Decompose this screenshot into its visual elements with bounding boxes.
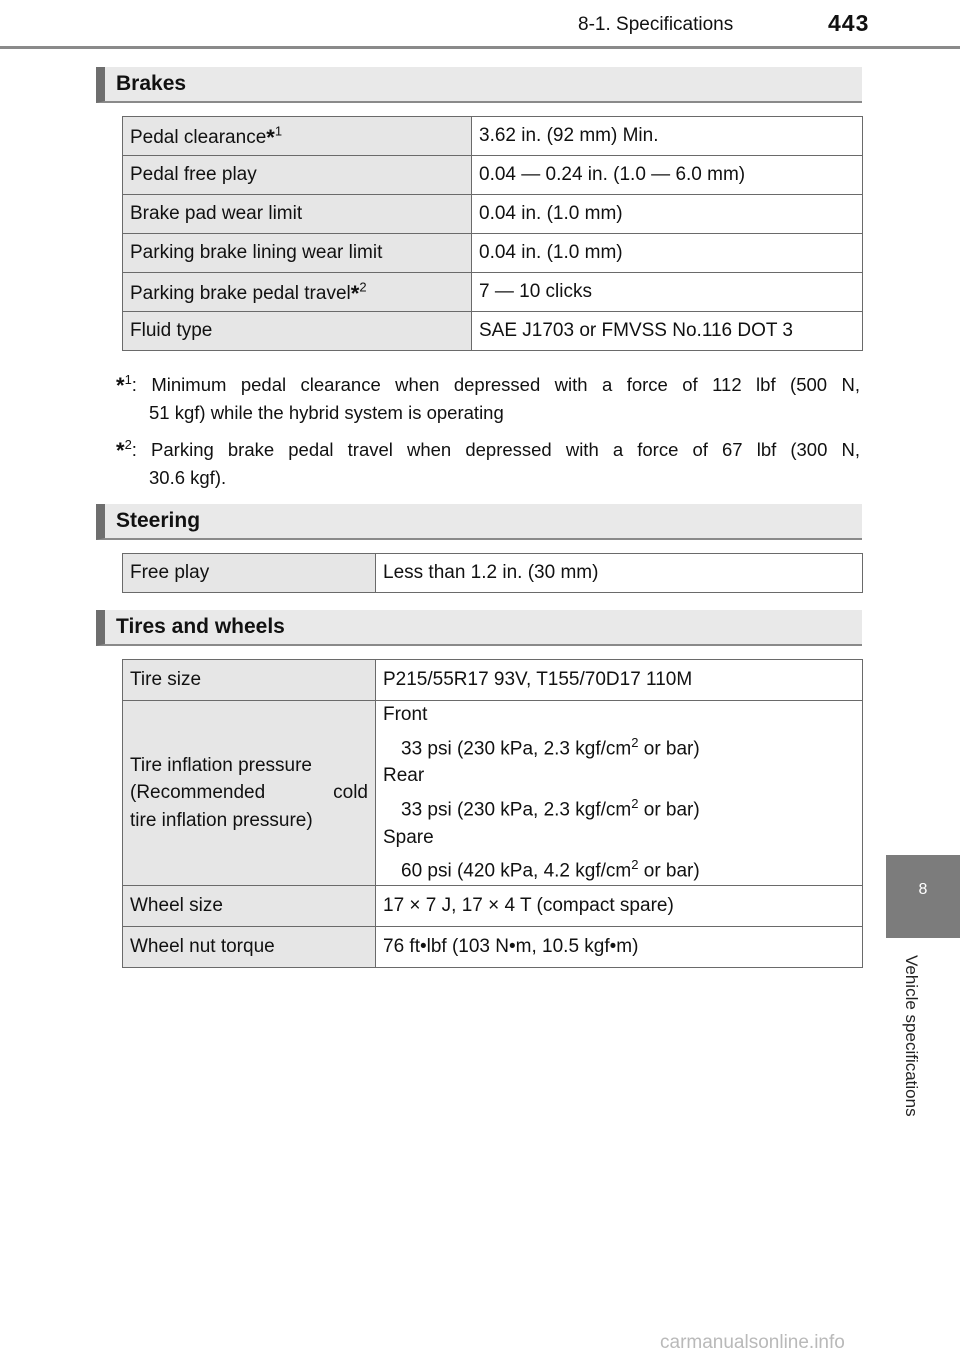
superscript: 2 [631, 857, 639, 873]
pressure-value-front [383, 729, 855, 763]
superscript: 2 [631, 795, 639, 811]
tires-heading [96, 610, 862, 646]
table-label-cell: Parking brake lining wear limit [123, 234, 472, 273]
superscript: 2 [631, 734, 639, 750]
footnote-asterisk: * [116, 438, 125, 464]
table-label-cell: Brake pad wear limit [123, 195, 472, 234]
pressure-label-front: Front [383, 704, 428, 725]
cell-text: tire inflation pressure) [130, 809, 313, 831]
chapter-label: Vehicle specifications [902, 955, 921, 1117]
table-value-cell: 76 ft•lbf (103 N•m, 10.5 kgf•m) [376, 926, 863, 967]
cell-text: or bar) [638, 860, 700, 882]
table-row [123, 660, 863, 701]
footnote-ref: 2 [359, 279, 367, 295]
table-value-cell: 7 — 10 clicks [472, 273, 863, 312]
table-label-cell: Free play [123, 554, 376, 593]
footnote-asterisk: * [350, 281, 360, 306]
footnote-asterisk: * [266, 125, 275, 150]
cell-text: Pedal clearance [130, 127, 267, 148]
brakes-heading [96, 67, 862, 103]
section-title: 8-1. Specifications [578, 14, 734, 35]
brakes-table [122, 116, 863, 351]
tires-table [122, 659, 863, 968]
table-label-cell [123, 273, 472, 312]
footnote-mark: 2 [124, 437, 132, 452]
table-row [123, 234, 863, 273]
cell-text: Parking brake pedal travel [130, 283, 351, 304]
table-value-cell: 0.04 in. (1.0 mm) [472, 195, 863, 234]
table-value-cell: 0.04 — 0.24 in. (1.0 — 6.0 mm) [472, 156, 863, 195]
table-row [123, 554, 863, 593]
table-row [123, 701, 863, 886]
page-number: 443 [828, 10, 870, 36]
footnote-text: 51 kgf) while the hybrid system is operating [149, 402, 504, 424]
pressure-value-spare [383, 851, 855, 885]
table-label-cell: Tire size [123, 660, 376, 701]
brakes-heading-text: Brakes [116, 72, 187, 95]
table-label-cell: Pedal free play [123, 156, 472, 195]
tires-heading-text: Tires and wheels [116, 615, 285, 638]
cell-text: Tire inflation pressure [130, 754, 312, 776]
footnote-text: : Parking brake pedal travel when depressed with a force of 67 lbf (300 N, [131, 439, 860, 461]
table-value-cell: 17 × 7 J, 17 × 4 T (compact spare) [376, 885, 863, 926]
footnote-text: 30.6 kgf). [149, 467, 227, 489]
table-label-cell: Wheel size [123, 885, 376, 926]
table-row [123, 885, 863, 926]
watermark: carmanualsonline.info [660, 1332, 845, 1353]
table-label-cell: Wheel nut torque [123, 926, 376, 967]
footnote-2 [116, 431, 860, 492]
footnote-ref: 1 [274, 123, 283, 139]
pressure-label-rear: Rear [383, 765, 425, 787]
footnote-1 [116, 366, 860, 427]
table-value-cell: SAE J1703 or FMVSS No.116 DOT 3 [472, 312, 863, 351]
steering-heading [96, 504, 862, 540]
chapter-tab [886, 855, 960, 938]
header-rule [0, 46, 960, 49]
table-row [123, 273, 863, 312]
cell-text: 33 psi (230 kPa, 2.3 kgf/cm [401, 737, 632, 759]
cell-text: (Recommended cold [130, 782, 368, 804]
cell-text: 60 psi (420 kPa, 4.2 kgf/cm [401, 860, 632, 882]
table-row [123, 312, 863, 351]
table-value-cell [376, 701, 863, 886]
cell-text: or bar) [638, 799, 700, 821]
cell-text: or bar) [638, 737, 700, 759]
table-label-cell [123, 701, 376, 886]
table-label-cell: Fluid type [123, 312, 472, 351]
table-value-cell: P215/55R17 93V, T155/70D17 110M [376, 660, 863, 701]
table-value-cell: 0.04 in. (1.0 mm) [472, 234, 863, 273]
table-row [123, 926, 863, 967]
table-row [123, 156, 863, 195]
cell-text: 33 psi (230 kPa, 2.3 kgf/cm [401, 799, 632, 821]
table-row [123, 195, 863, 234]
pressure-label-spare: Spare [383, 826, 434, 848]
footnote-mark: 1 [124, 372, 132, 387]
footnote-text: : Minimum pedal clearance when depressed with a force of 112 lbf (500 N, [131, 374, 860, 396]
chapter-number: 8 [918, 881, 928, 898]
table-value-cell: Less than 1.2 in. (30 mm) [376, 554, 863, 593]
footnote-asterisk: * [116, 373, 125, 399]
table-value-cell: 3.62 in. (92 mm) Min. [472, 117, 863, 156]
steering-heading-text: Steering [116, 509, 201, 532]
pressure-value-rear [383, 790, 855, 824]
table-row [123, 117, 863, 156]
steering-table [122, 553, 863, 593]
table-label-cell [123, 117, 472, 156]
